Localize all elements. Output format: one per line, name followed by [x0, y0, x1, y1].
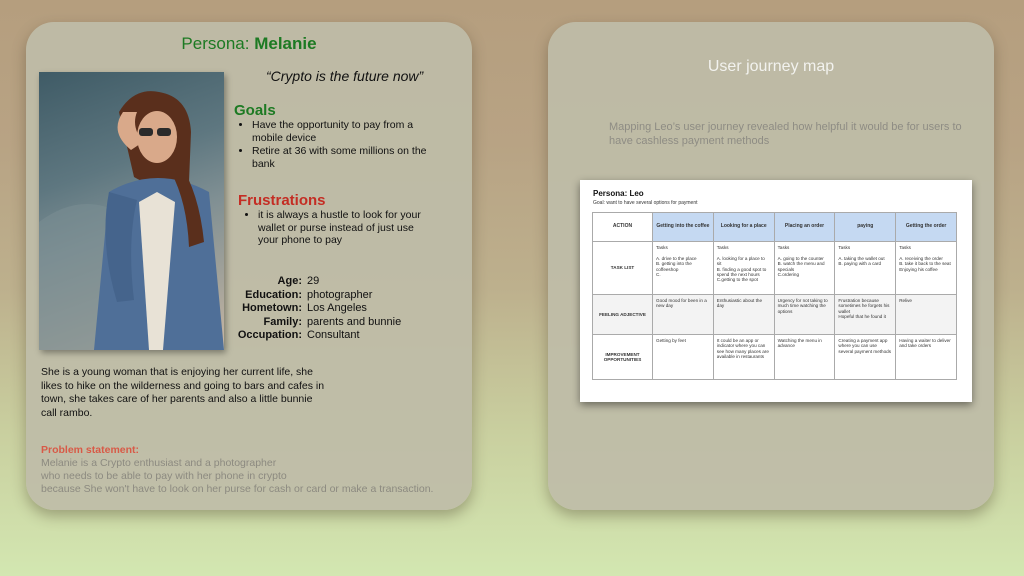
persona-name: Melanie	[254, 34, 317, 53]
journey-map-title: User journey map	[707, 58, 835, 75]
table-cell: Good mood for been in a new day	[653, 295, 714, 335]
table-cell: Tasks A. looking for a place to sit B. finding a good spot to spend the next hours C.getting to the spot	[713, 242, 774, 295]
problem-line: because She won't have to look on her purse for cash or card or make a transaction.	[41, 483, 434, 495]
goals-list	[236, 119, 432, 171]
fact-key: Occupation:	[237, 329, 302, 342]
table-header: Getting the order	[896, 213, 957, 242]
problem-statement-heading: Problem statement:	[41, 444, 140, 456]
frustrations-list	[242, 209, 434, 248]
fact-value: photographer	[307, 288, 373, 301]
table-cell: Tasks A. receiving the order B. take it back to the seat Enjoying his coffee	[896, 242, 957, 295]
persona-photo	[39, 72, 224, 350]
fact-hometown	[226, 302, 401, 316]
fact-key: Hometown:	[242, 302, 302, 315]
table-header: Placing an order	[774, 213, 835, 242]
goals-heading: Goals	[234, 102, 276, 119]
table-cell: Getting by feet	[653, 335, 714, 380]
table-cell: Tasks A. drive to the place B. getting into the coffeeshop C.	[653, 242, 714, 295]
document-goal: Goal: want to have several options for payment	[593, 200, 698, 206]
goal-item: • Retire at 36 with some millions on the bank	[252, 145, 432, 170]
table-cell: Frustration because sometimes he forgets his wallet Hopeful that he found it	[835, 295, 896, 335]
goal-item: • Have the opportunity to pay from a mobile device	[252, 119, 432, 144]
table-cell: Tasks A. taking the wallet out B. paying with a card	[835, 242, 896, 295]
table-cell: Urgency for not taking to much time watching the options	[774, 295, 835, 335]
fact-key: Education:	[245, 288, 302, 301]
table-cell: Having a waiter to deliver and take orders	[896, 335, 957, 380]
table-header-row	[593, 213, 957, 242]
table-cell: Watching the menu in advance	[774, 335, 835, 380]
table-cell: Relive	[896, 295, 957, 335]
fact-value: 29	[307, 275, 320, 287]
persona-quote: “Crypto is the future now”	[266, 68, 424, 84]
journey-map-subtitle: Mapping Leo’s user journey revealed how helpful it would be for users to have cashless payment methods	[609, 121, 962, 147]
fact-value: parents and bunnie	[307, 315, 402, 328]
fact-family	[226, 316, 401, 330]
table-header: ACTION	[593, 213, 653, 242]
persona-title	[26, 34, 472, 54]
row-label: IMPROVEMENT OPPORTUNITIES	[593, 335, 653, 380]
fact-occupation	[226, 329, 401, 343]
woman-portrait-image	[39, 72, 224, 350]
document-title: Persona: Leo	[593, 189, 644, 198]
persona-card	[26, 22, 472, 510]
fact-age	[226, 275, 401, 289]
table-header: Looking for a place	[713, 213, 774, 242]
table-row	[593, 242, 957, 295]
problem-statement-text	[41, 457, 461, 496]
problem-line: Melanie is a Crypto enthusiast and a photographer	[41, 457, 277, 469]
frustrations-heading: Frustrations	[238, 192, 326, 209]
table-cell: Creating a payment app where you can use several payment methods	[835, 335, 896, 380]
journey-map-document	[580, 180, 972, 402]
problem-line: who needs to be able to pay with her phone in crypto	[41, 470, 287, 482]
journey-table	[592, 212, 957, 380]
fact-value: Consultant	[307, 329, 360, 342]
row-label: TASK LIST	[593, 242, 653, 295]
table-cell: Enthusiastic about the day	[713, 295, 774, 335]
table-cell: It could be an app or indicator where you can see how many places are available in restaurants	[713, 335, 774, 380]
journey-map-card	[548, 22, 994, 510]
fact-key: Age:	[277, 275, 302, 287]
persona-description: She is a young woman that is enjoying her current life, she likes to hike on the wilderness and going to bars and cafes in town, she takes care of her parents and also a little bunnie call rambo.	[41, 366, 325, 419]
table-header: Getting into the coffee	[653, 213, 714, 242]
table-header: paying	[835, 213, 896, 242]
fact-key: Family:	[263, 315, 302, 328]
table-row	[593, 295, 957, 335]
persona-facts	[226, 275, 401, 343]
frustration-item: • it is always a hustle to look for your wallet or purse instead of just use your phone to pay	[258, 209, 434, 247]
table-cell: Tasks A. going to the counter B. watch the menu and specials C.ordering	[774, 242, 835, 295]
row-label: FEELING ADJECTIVE	[593, 295, 653, 335]
persona-title-prefix: Persona:	[181, 34, 250, 53]
table-row	[593, 335, 957, 380]
fact-education	[226, 289, 401, 303]
fact-value: Los Angeles	[307, 302, 367, 315]
